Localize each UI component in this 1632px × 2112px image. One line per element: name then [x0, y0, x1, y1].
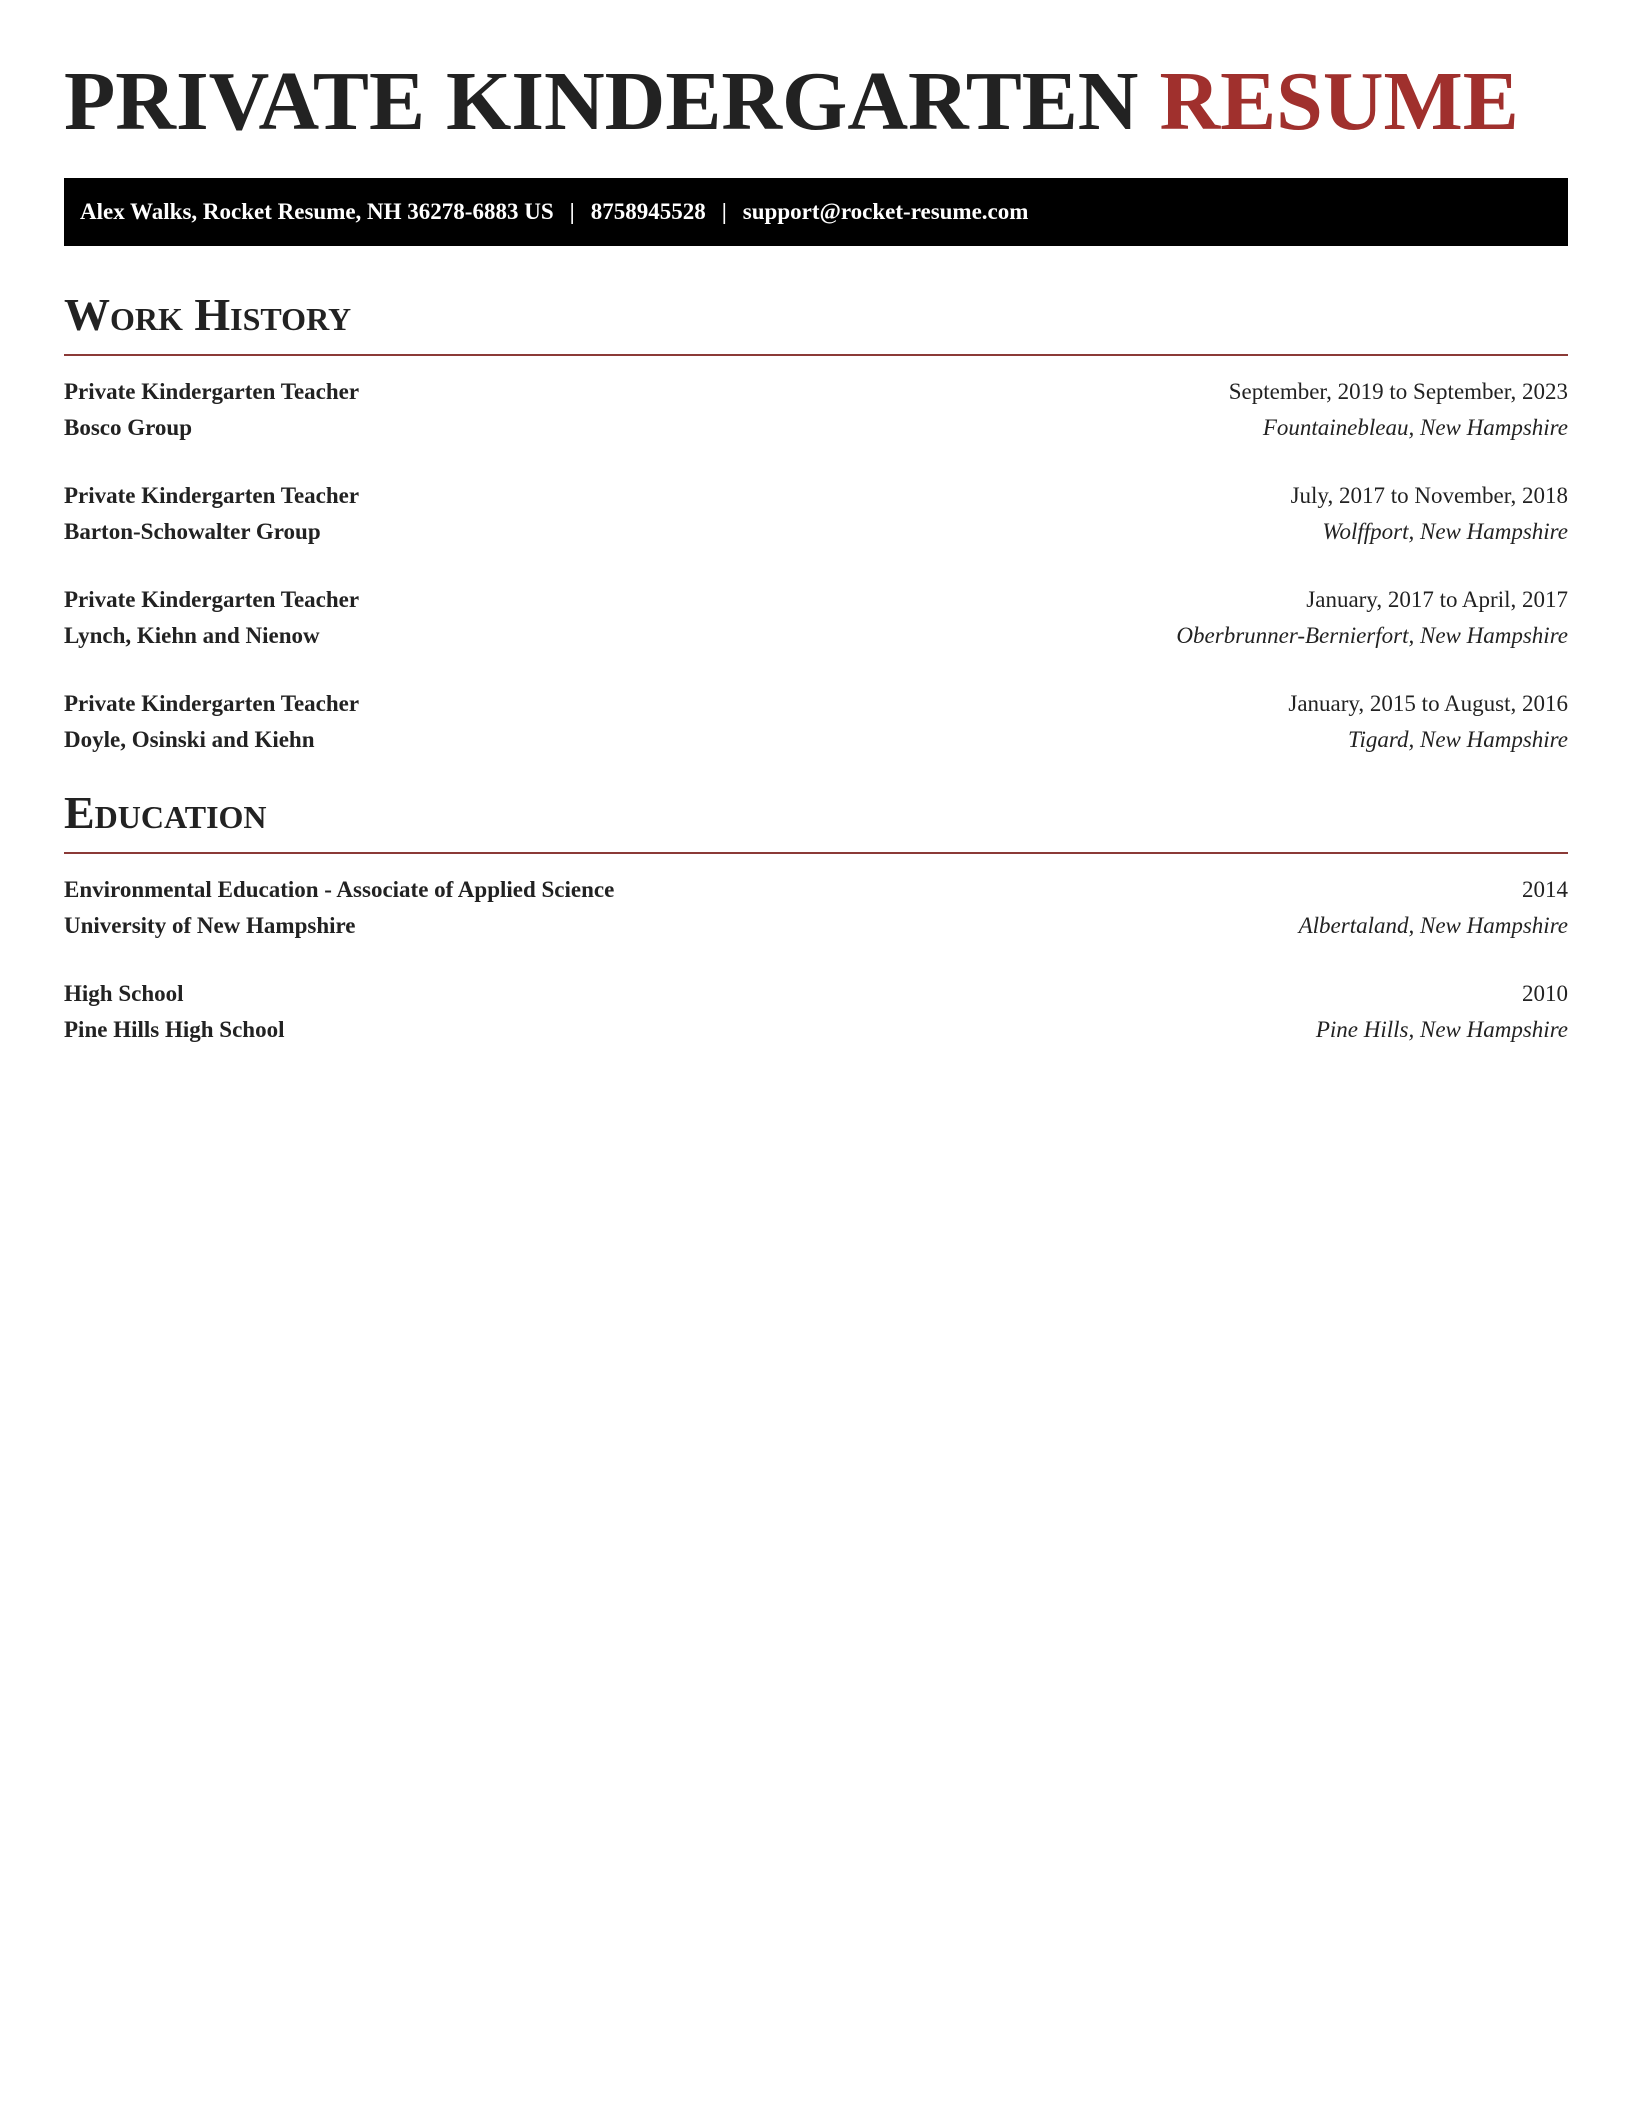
school-location: Albertaland, New Hampshire: [1298, 913, 1568, 938]
job-company: Lynch, Kiehn and Nienow: [64, 623, 320, 648]
job-company: Barton-Schowalter Group: [64, 519, 321, 544]
degree: Environmental Education - Associate of Applied Science: [64, 877, 615, 902]
job-dates: July, 2017 to November, 2018: [1290, 483, 1568, 508]
education-entry: [64, 872, 1568, 944]
work-entry: [64, 686, 1568, 758]
job-title: Private Kindergarten Teacher: [64, 691, 360, 716]
work-history-list: [64, 374, 1568, 758]
job-location: Oberbrunner-Bernierfort, New Hampshire: [1176, 623, 1568, 648]
graduation-year: 2010: [1522, 981, 1568, 1006]
contact-bar: [64, 178, 1568, 246]
job-location: Tigard, New Hampshire: [1347, 727, 1568, 752]
title-main: PRIVATE KINDERGARTEN: [64, 55, 1139, 148]
title-accent: RESUME: [1159, 55, 1519, 148]
job-company: Bosco Group: [64, 415, 193, 440]
job-dates: January, 2017 to April, 2017: [1306, 587, 1568, 612]
graduation-year: 2014: [1522, 877, 1568, 902]
education-entry: [64, 976, 1568, 1048]
job-title: Private Kindergarten Teacher: [64, 379, 360, 404]
job-location: Wolffport, New Hampshire: [1322, 519, 1568, 544]
job-company: Doyle, Osinski and Kiehn: [64, 727, 315, 752]
contact-separator: |: [721, 199, 727, 224]
job-title: Private Kindergarten Teacher: [64, 483, 360, 508]
section-title-education: Education: [64, 787, 267, 838]
school-location: Pine Hills, New Hampshire: [1315, 1017, 1568, 1042]
resume-title: [64, 55, 1568, 148]
education-list: [64, 872, 1568, 1048]
section-divider: [64, 852, 1568, 854]
school-name: Pine Hills High School: [64, 1017, 285, 1042]
work-entry: [64, 374, 1568, 446]
school-name: University of New Hampshire: [64, 913, 356, 938]
work-entry: [64, 478, 1568, 550]
job-title: Private Kindergarten Teacher: [64, 587, 360, 612]
section-title-work-history: Work History: [64, 289, 352, 340]
degree: High School: [64, 981, 184, 1006]
job-dates: September, 2019 to September, 2023: [1228, 379, 1568, 404]
section-divider: [64, 354, 1568, 356]
job-dates: January, 2015 to August, 2016: [1288, 691, 1568, 716]
resume-page: [64, 0, 1568, 1048]
work-entry: [64, 582, 1568, 654]
contact-address: Alex Walks, Rocket Resume, NH 36278-6883 US: [80, 199, 554, 224]
job-location: Fountainebleau, New Hampshire: [1262, 415, 1568, 440]
contact-separator: |: [569, 199, 575, 224]
contact-email: support@rocket-resume.com: [742, 199, 1029, 224]
contact-phone: 8758945528: [590, 199, 706, 224]
